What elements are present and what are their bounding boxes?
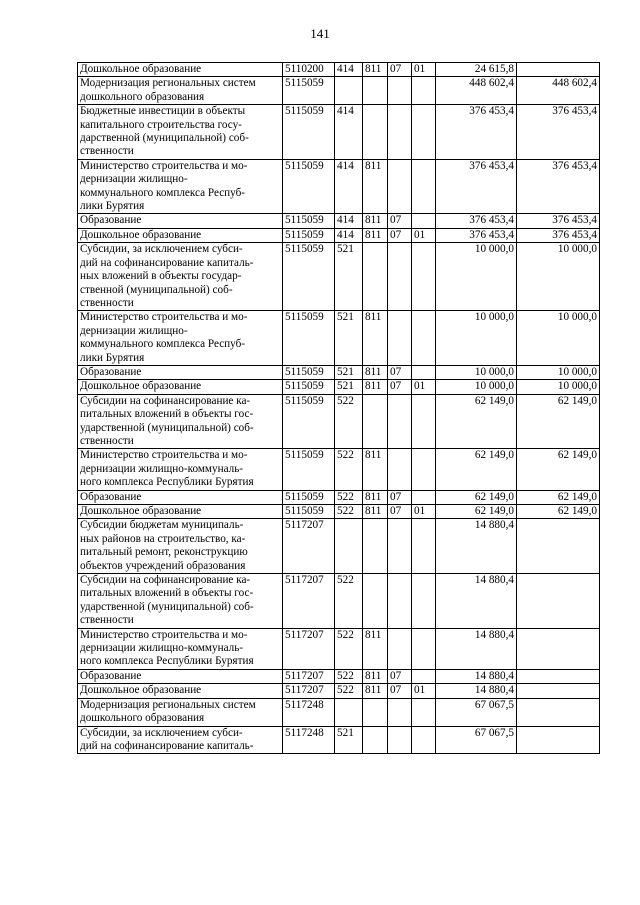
expense-type-cell: 521 [335, 311, 363, 366]
amount-cell: 10 000,0 [436, 365, 517, 379]
page-number: 141 [310, 26, 330, 41]
target-article-cell: 5110200 [283, 63, 335, 77]
table-row [78, 105, 600, 160]
expense-type-cell: 522 [335, 684, 363, 698]
subsection-cell [412, 77, 436, 105]
subsection-cell: 01 [412, 684, 436, 698]
amount-cell: 376 453,4 [436, 214, 517, 228]
subsection-cell [412, 394, 436, 449]
ministry-code-cell [363, 698, 388, 726]
table-row [78, 726, 600, 754]
ministry-code-cell [363, 77, 388, 105]
expense-type-cell: 522 [335, 449, 363, 490]
section-cell [388, 726, 412, 754]
row-name-cell: Модернизация региональных систем дошкольного образования [78, 77, 283, 105]
amount-federal-cell: 62 149,0 [517, 394, 600, 449]
target-article-cell: 5117207 [283, 684, 335, 698]
target-article-cell: 5117248 [283, 698, 335, 726]
table-row [78, 228, 600, 242]
budget-table-body [78, 63, 600, 754]
table-row [78, 159, 600, 214]
target-article-cell: 5115059 [283, 311, 335, 366]
target-article-cell: 5115059 [283, 380, 335, 394]
subsection-cell: 01 [412, 380, 436, 394]
amount-cell: 14 880,4 [436, 684, 517, 698]
target-article-cell: 5117207 [283, 519, 335, 574]
table-row [78, 449, 600, 490]
target-article-cell: 5117207 [283, 628, 335, 669]
subsection-cell [412, 159, 436, 214]
table-row [78, 394, 600, 449]
section-cell [388, 77, 412, 105]
expense-type-cell: 522 [335, 669, 363, 683]
row-name-cell: Дошкольное образование [78, 684, 283, 698]
expense-type-cell: 522 [335, 628, 363, 669]
amount-federal-cell: 62 149,0 [517, 449, 600, 490]
ministry-code-cell: 811 [363, 684, 388, 698]
section-cell: 07 [388, 365, 412, 379]
amount-cell: 62 149,0 [436, 394, 517, 449]
ministry-code-cell [363, 574, 388, 629]
subsection-cell [412, 519, 436, 574]
amount-federal-cell [517, 698, 600, 726]
amount-federal-cell: 62 149,0 [517, 490, 600, 504]
target-article-cell: 5115059 [283, 394, 335, 449]
ministry-code-cell: 811 [363, 159, 388, 214]
table-row [78, 77, 600, 105]
amount-cell: 62 149,0 [436, 449, 517, 490]
amount-federal-cell [517, 628, 600, 669]
ministry-code-cell: 811 [363, 311, 388, 366]
section-cell [388, 519, 412, 574]
amount-cell: 376 453,4 [436, 105, 517, 160]
amount-federal-cell: 376 453,4 [517, 214, 600, 228]
expense-type-cell: 521 [335, 726, 363, 754]
table-row [78, 365, 600, 379]
amount-cell: 10 000,0 [436, 380, 517, 394]
ministry-code-cell: 811 [363, 669, 388, 683]
subsection-cell [412, 669, 436, 683]
expense-type-cell [335, 698, 363, 726]
amount-cell: 376 453,4 [436, 159, 517, 214]
table-row [78, 311, 600, 366]
row-name-cell: Дошкольное образование [78, 380, 283, 394]
section-cell: 07 [388, 63, 412, 77]
expense-type-cell: 414 [335, 214, 363, 228]
ministry-code-cell: 811 [363, 505, 388, 519]
subsection-cell [412, 698, 436, 726]
section-cell [388, 311, 412, 366]
amount-cell: 67 067,5 [436, 698, 517, 726]
expense-type-cell: 414 [335, 159, 363, 214]
row-name-cell: Бюджетные инвестиции в объекты капитального строительства госу- дарственной (муниципальной) соб- ственности [78, 105, 283, 160]
row-name-cell: Образование [78, 365, 283, 379]
amount-federal-cell: 448 602,4 [517, 77, 600, 105]
table-row [78, 684, 600, 698]
expense-type-cell: 522 [335, 574, 363, 629]
ministry-code-cell: 811 [363, 228, 388, 242]
target-article-cell: 5115059 [283, 449, 335, 490]
row-name-cell: Министерство строительства и мо- дернизации жилищно-коммуналь- ного комплекса Республики Бурятия [78, 449, 283, 490]
table-row [78, 63, 600, 77]
target-article-cell: 5115059 [283, 490, 335, 504]
row-name-cell: Субсидии бюджетам муниципаль- ных районов на строительство, ка- питальный ремонт, реконструкцию объектов учреждений образования [78, 519, 283, 574]
row-name-cell: Дошкольное образование [78, 63, 283, 77]
expense-type-cell: 521 [335, 243, 363, 311]
amount-federal-cell: 10 000,0 [517, 380, 600, 394]
amount-federal-cell [517, 726, 600, 754]
amount-federal-cell: 376 453,4 [517, 228, 600, 242]
row-name-cell: Образование [78, 214, 283, 228]
section-cell: 07 [388, 684, 412, 698]
table-row [78, 628, 600, 669]
section-cell [388, 105, 412, 160]
subsection-cell [412, 214, 436, 228]
amount-cell: 14 880,4 [436, 628, 517, 669]
expense-type-cell: 522 [335, 394, 363, 449]
ministry-code-cell: 811 [363, 365, 388, 379]
ministry-code-cell [363, 243, 388, 311]
amount-cell: 24 615,8 [436, 63, 517, 77]
expense-type-cell: 522 [335, 490, 363, 504]
subsection-cell [412, 449, 436, 490]
subsection-cell: 01 [412, 63, 436, 77]
subsection-cell [412, 105, 436, 160]
ministry-code-cell: 811 [363, 628, 388, 669]
section-cell [388, 394, 412, 449]
target-article-cell: 5115059 [283, 159, 335, 214]
row-name-cell: Модернизация региональных систем дошкольного образования [78, 698, 283, 726]
subsection-cell [412, 243, 436, 311]
row-name-cell: Дошкольное образование [78, 505, 283, 519]
target-article-cell: 5115059 [283, 77, 335, 105]
amount-federal-cell: 376 453,4 [517, 159, 600, 214]
section-cell: 07 [388, 228, 412, 242]
table-row [78, 380, 600, 394]
amount-federal-cell [517, 684, 600, 698]
expense-type-cell: 521 [335, 380, 363, 394]
budget-table [77, 62, 600, 754]
subsection-cell [412, 726, 436, 754]
amount-federal-cell: 10 000,0 [517, 311, 600, 366]
amount-cell: 376 453,4 [436, 228, 517, 242]
section-cell [388, 243, 412, 311]
amount-federal-cell [517, 63, 600, 77]
amount-federal-cell [517, 574, 600, 629]
subsection-cell [412, 365, 436, 379]
ministry-code-cell [363, 519, 388, 574]
row-name-cell: Министерство строительства и мо- дернизации жилищно-коммуналь- ного комплекса Республики Бурятия [78, 628, 283, 669]
table-row [78, 519, 600, 574]
expense-type-cell: 414 [335, 63, 363, 77]
row-name-cell: Субсидии, за исключением субси- дий на софинансирование капиталь- [78, 726, 283, 754]
target-article-cell: 5117207 [283, 669, 335, 683]
row-name-cell: Субсидии, за исключением субси- дий на софинансирование капиталь- ных вложений в объекты государ- ственной (муниципальной) соб- ственности [78, 243, 283, 311]
expense-type-cell [335, 77, 363, 105]
section-cell: 07 [388, 214, 412, 228]
subsection-cell: 01 [412, 228, 436, 242]
section-cell: 07 [388, 505, 412, 519]
row-name-cell: Субсидии на софинансирование ка- питальных вложений в объекты гос- ударственной (муниципальной) соб- ственности [78, 574, 283, 629]
amount-federal-cell [517, 669, 600, 683]
ministry-code-cell: 811 [363, 380, 388, 394]
subsection-cell [412, 628, 436, 669]
section-cell: 07 [388, 490, 412, 504]
section-cell [388, 698, 412, 726]
expense-type-cell: 521 [335, 365, 363, 379]
table-row [78, 214, 600, 228]
ministry-code-cell: 811 [363, 490, 388, 504]
amount-cell: 14 880,4 [436, 519, 517, 574]
amount-cell: 10 000,0 [436, 311, 517, 366]
ministry-code-cell [363, 105, 388, 160]
amount-federal-cell: 10 000,0 [517, 243, 600, 311]
target-article-cell: 5117207 [283, 574, 335, 629]
amount-cell: 62 149,0 [436, 505, 517, 519]
table-row [78, 574, 600, 629]
row-name-cell: Образование [78, 490, 283, 504]
section-cell [388, 159, 412, 214]
ministry-code-cell [363, 394, 388, 449]
section-cell: 07 [388, 669, 412, 683]
target-article-cell: 5115059 [283, 365, 335, 379]
section-cell [388, 449, 412, 490]
target-article-cell: 5115059 [283, 214, 335, 228]
subsection-cell [412, 311, 436, 366]
ministry-code-cell [363, 726, 388, 754]
expense-type-cell: 414 [335, 228, 363, 242]
amount-cell: 62 149,0 [436, 490, 517, 504]
target-article-cell: 5117248 [283, 726, 335, 754]
expense-type-cell: 522 [335, 505, 363, 519]
row-name-cell: Министерство строительства и мо- дернизации жилищно- коммунального комплекса Респуб- лики Бурятия [78, 311, 283, 366]
table-row [78, 698, 600, 726]
amount-cell: 14 880,4 [436, 574, 517, 629]
subsection-cell [412, 574, 436, 629]
amount-federal-cell: 376 453,4 [517, 105, 600, 160]
amount-cell: 448 602,4 [436, 77, 517, 105]
expense-type-cell: 414 [335, 105, 363, 160]
section-cell [388, 628, 412, 669]
ministry-code-cell: 811 [363, 214, 388, 228]
expense-type-cell [335, 519, 363, 574]
target-article-cell: 5115059 [283, 243, 335, 311]
table-row [78, 669, 600, 683]
ministry-code-cell: 811 [363, 63, 388, 77]
section-cell [388, 574, 412, 629]
amount-cell: 10 000,0 [436, 243, 517, 311]
row-name-cell: Дошкольное образование [78, 228, 283, 242]
amount-federal-cell: 62 149,0 [517, 505, 600, 519]
target-article-cell: 5115059 [283, 228, 335, 242]
target-article-cell: 5115059 [283, 505, 335, 519]
table-row [78, 490, 600, 504]
subsection-cell [412, 490, 436, 504]
amount-cell: 67 067,5 [436, 726, 517, 754]
section-cell: 07 [388, 380, 412, 394]
table-row [78, 505, 600, 519]
ministry-code-cell: 811 [363, 449, 388, 490]
target-article-cell: 5115059 [283, 105, 335, 160]
subsection-cell: 01 [412, 505, 436, 519]
amount-federal-cell: 10 000,0 [517, 365, 600, 379]
row-name-cell: Министерство строительства и мо- дернизации жилищно- коммунального комплекса Респуб- лики Бурятия [78, 159, 283, 214]
row-name-cell: Образование [78, 669, 283, 683]
amount-cell: 14 880,4 [436, 669, 517, 683]
amount-federal-cell [517, 519, 600, 574]
table-row [78, 243, 600, 311]
row-name-cell: Субсидии на софинансирование ка- питальных вложений в объекты гос- ударственной (муниципальной) соб- ственности [78, 394, 283, 449]
